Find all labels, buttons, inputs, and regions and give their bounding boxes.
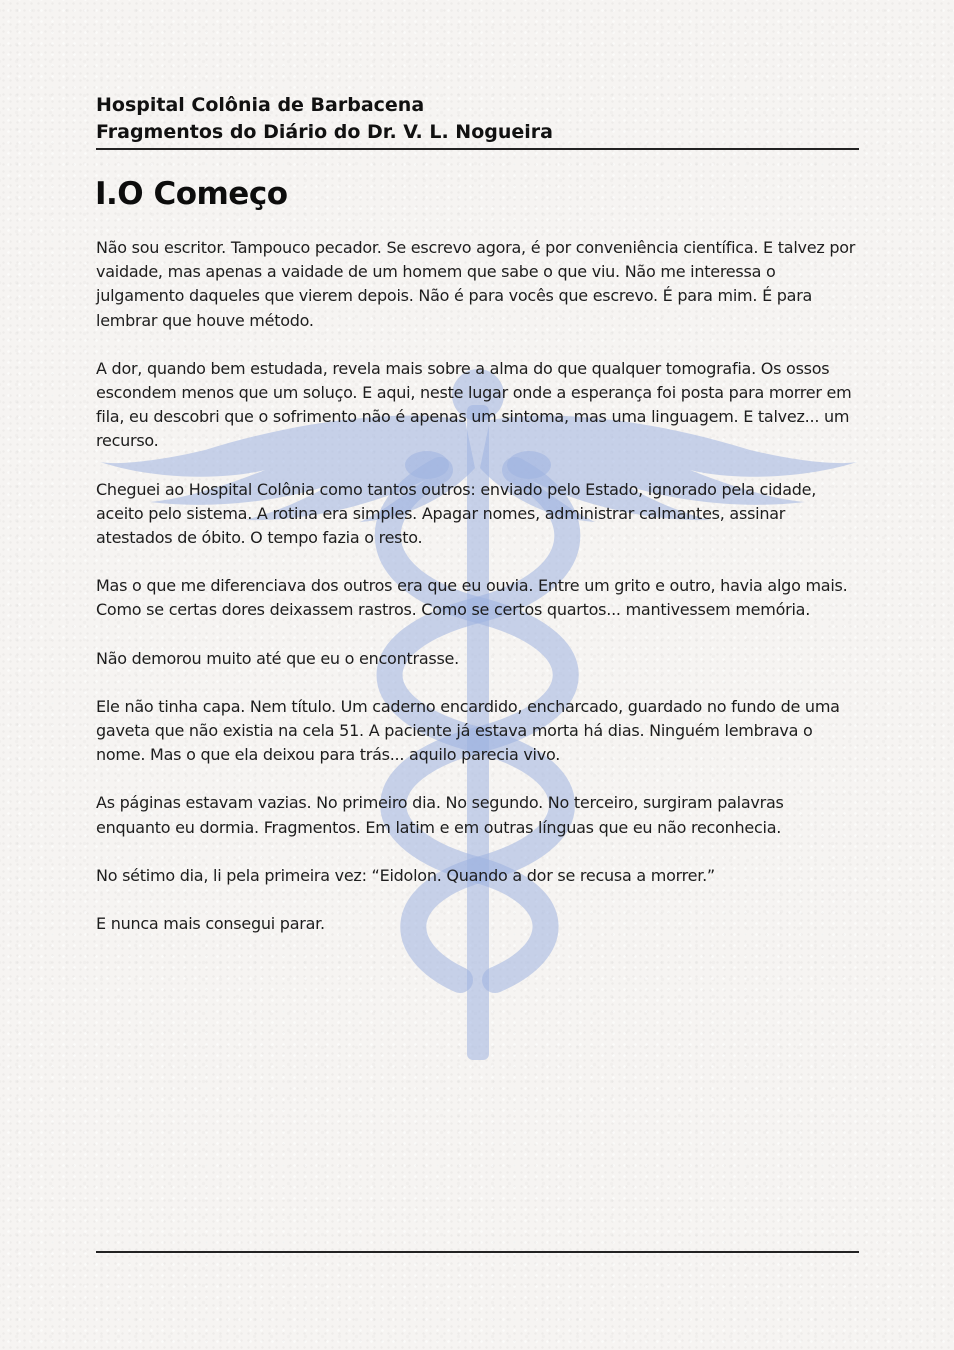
document-header [96,92,859,146]
paragraph: Cheguei ao Hospital Colônia como tantos outros: enviado pelo Estado, ignorado pela cidade, aceito pelo sistema. A rotina era simples. Apagar nomes, administrar calmantes, assinar atestados de óbito. O tempo fazia o resto. [96,479,817,548]
hospital-name: Hospital Colônia de Barbacena [96,94,425,116]
paragraph: Não sou escritor. Tampouco pecador. Se escrevo agora, é por conveniência científica. E talvez por vaidade, mas apenas a vaidade de um homem que sabe o que viu. Não me interessa o julgamento daqueles que vierem depois. Não é para vocês que escrevo. É para mim. É para lembrar que houve método. [96,238,856,330]
chapter-body [96,236,860,960]
chapter-title: I.O Começo [95,176,288,212]
diary-subtitle: Fragmentos do Diário do Dr. V. L. Nogueira [96,121,553,143]
paragraph: No sétimo dia, li pela primeira vez: “Eidolon. Quando a dor se recusa a morrer.” [96,865,715,885]
paragraph: Não demorou muito até que eu o encontrasse. [96,648,459,668]
paragraph: Mas o que me diferenciava dos outros era que eu ouvia. Entre um grito e outro, havia algo mais. Como se certas dores deixassem rastros. Como se certos quartos... mantivessem memória. [96,576,848,620]
footer-divider [96,1251,859,1253]
paragraph: Ele não tinha capa. Nem título. Um caderno encardido, encharcado, guardado no fundo de uma gaveta que não existia na cela 51. A paciente já estava morta há dias. Ninguém lembrava o nome. Mas o que ela deixou para trás... aquilo parecia vivo. [96,696,840,765]
paragraph: E nunca mais consegui parar. [96,914,325,934]
paragraph: A dor, quando bem estudada, revela mais sobre a alma do que qualquer tomografia. Os ossos escondem menos que um soluço. E aqui, neste lugar onde a esperança foi posta para morrer em fila, eu descobri que o sofrimento não é apenas um sintoma, mas uma linguagem. E talvez... um recurso. [96,358,852,451]
paragraph: As páginas estavam vazias. No primeiro dia. No segundo. No terceiro, surgiram palavras enquanto eu dormia. Fragmentos. Em latim e em outras línguas que eu não reconhecia. [96,793,784,837]
header-divider [96,148,859,150]
